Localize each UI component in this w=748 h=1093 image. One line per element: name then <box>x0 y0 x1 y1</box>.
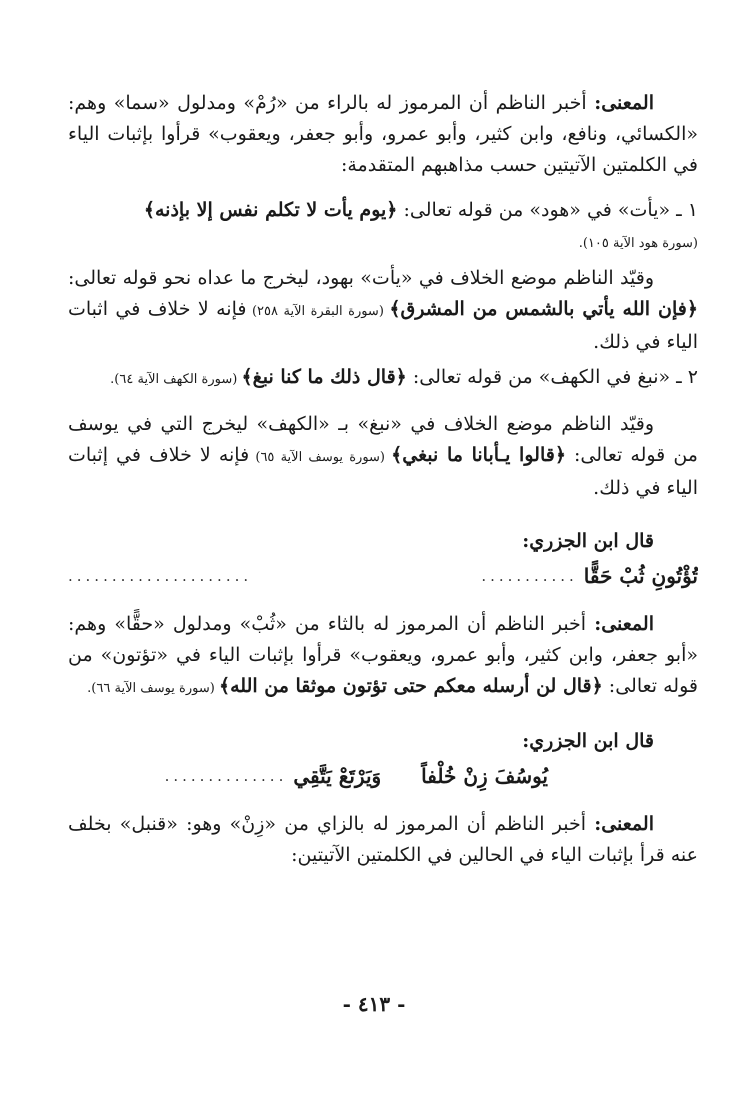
spacer <box>68 395 698 409</box>
meaning-label: المعنى: <box>594 613 654 635</box>
spacer <box>68 181 698 195</box>
list-item-2-lead: ٢ ـ «نبغ في الكهف» من قوله تعالى: <box>406 366 698 388</box>
dot-leader: ........... <box>481 567 578 585</box>
meaning-label: المعنى: <box>594 92 654 114</box>
surah-reference: (سورة يوسف الآية ٦٥) <box>249 450 392 465</box>
paragraph-5-text: أخبر الناظم أن المرموز له بالزاي من «زِنْ» وهو: «قنبل» بخلف عنه قرأ بإثبات الياء في الحالين في الكلمتين الآتيتين: <box>68 813 698 866</box>
spacer <box>68 595 698 609</box>
section-heading-1: قال ابن الجزري: <box>522 530 654 552</box>
paragraph-2 <box>68 263 698 358</box>
surah-reference: (سورة البقرة الآية ٢٥٨) <box>246 304 390 319</box>
paragraph-4 <box>68 609 698 704</box>
list-item-1 <box>68 195 698 259</box>
poem-verse-1 <box>68 557 698 595</box>
quran-quote: ﴿قال لن أرسله معكم حتى تؤتون موثقا من الله﴾ <box>218 675 603 697</box>
paragraph-2-text-a: وقيّد الناظم موضع الخلاف في «يأت» بهود، ليخرج ما عداه نحو قوله تعالى: <box>68 267 654 289</box>
quran-quote: ﴿يوم يأت لا تكلم نفس إلا بإذنه﴾ <box>143 199 398 221</box>
paragraph-2-text-b: فإنه لا خلاف في اثبات الياء في ذلك. <box>68 298 698 353</box>
quran-quote: ﴿فإن الله يأتي بالشمس من المشرق﴾ <box>389 298 698 320</box>
verse-words: وَيَرْتَعْ يَتَّقِي <box>293 764 382 788</box>
section-heading-2: قال ابن الجزري: <box>522 730 654 752</box>
spacer <box>68 504 698 526</box>
list-item-1-lead: ١ ـ «يأت» في «هود» من قوله تعالى: <box>397 199 698 221</box>
paragraph-4-text-a: أخبر الناظم أن المرموز له بالثاء من «ثُبْ» ومدلول «حقًّا» وهم: «أبو جعفر، وابن كثير، وأبو عمرو، ويعقوب» قرأوا بإثبات الياء في «تؤتون» من قوله تعالى: <box>68 613 698 697</box>
poem-verse-2 <box>68 757 698 795</box>
paragraph-5 <box>68 809 698 871</box>
list-item-2 <box>68 362 698 395</box>
paragraph-1-text: أخبر الناظم أن المرموز له بالراء من «رُمْ» ومدلول «سما» وهم: «الكسائي، ونافع، وابن كثير، وأبو عمرو، وأبو جعفر، ويعقوب» قرأوا بإثبات الياء في الكلمتين الآتيتين حسب مذاهبهم المتقدمة: <box>68 92 698 176</box>
dot-leader: ..................... <box>68 567 253 585</box>
page-number: - ٤١٣ - <box>342 992 406 1016</box>
spacer <box>68 704 698 726</box>
quran-quote: ﴿قالوا يـأبانا ما نبغي﴾ <box>391 444 566 466</box>
verse-words: تُؤْتُونِ ثُبْ حَقًّا <box>583 564 698 588</box>
verse-words: يُوسُفَ زِنْ خُلْفاً <box>421 764 548 788</box>
dot-leader: .............. <box>164 767 288 785</box>
surah-reference: (سورة هود الآية ١٠٥). <box>578 236 698 251</box>
paragraph-1 <box>68 88 698 181</box>
surah-reference: (سورة الكهف الآية ٦٤). <box>110 372 242 387</box>
paragraph-3 <box>68 409 698 504</box>
meaning-label: المعنى: <box>594 813 654 835</box>
surah-reference: (سورة يوسف الآية ٦٦). <box>87 681 219 696</box>
spacer <box>68 795 698 809</box>
quran-quote: ﴿قال ذلك ما كنا نبغ﴾ <box>241 366 407 388</box>
paragraph-3-text-b: فإنه لا خلاف في إثبات الياء في ذلك. <box>68 444 698 499</box>
paragraph-3-text-a: وقيّد الناظم موضع الخلاف في «نبغ» بـ «الكهف» ليخرج التي في يوسف من قوله تعالى: <box>68 413 698 466</box>
page-body <box>68 88 698 871</box>
